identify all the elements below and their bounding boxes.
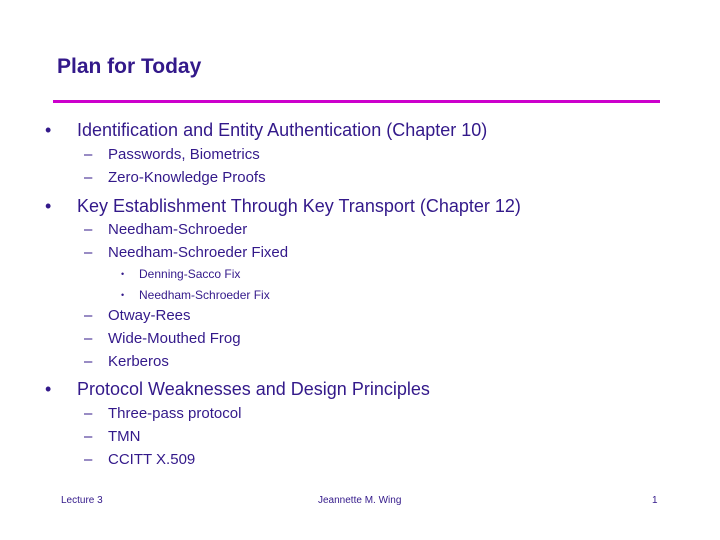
footer-page-number: 1 xyxy=(652,495,658,506)
outline-item-text: Denning-Sacco Fix xyxy=(139,267,241,281)
outline-item-text: Needham-Schroeder Fixed xyxy=(108,244,289,261)
outline-item-text: Needham-Schroeder Fix xyxy=(139,288,270,302)
outline-item-text: TMN xyxy=(108,428,141,445)
dash-marker: – xyxy=(84,353,93,370)
dash-marker: – xyxy=(84,405,93,422)
bullet-marker: • xyxy=(121,269,125,279)
outline-item-text: Otway-Rees xyxy=(108,307,191,324)
dash-marker: – xyxy=(84,244,93,261)
dash-marker: – xyxy=(84,307,93,324)
dash-marker: – xyxy=(84,169,93,186)
dash-marker: – xyxy=(84,146,93,163)
footer-lecture: Lecture 3 xyxy=(61,495,103,506)
outline-item-text: Zero-Knowledge Proofs xyxy=(108,169,266,186)
bullet-marker: • xyxy=(121,290,125,300)
outline-item-text: Three-pass protocol xyxy=(108,405,242,422)
slide-title: Plan for Today xyxy=(57,55,202,78)
outline-item-text: Needham-Schroeder xyxy=(108,221,248,238)
outline-item-text: Passwords, Biometrics xyxy=(108,146,260,163)
footer-author: Jeannette M. Wing xyxy=(318,495,402,506)
dash-marker: – xyxy=(84,330,93,347)
outline-item-text: Key Establishment Through Key Transport (Chapter 12) xyxy=(77,196,521,216)
dash-marker: – xyxy=(84,428,93,445)
outline-item-text: Identification and Entity Authentication (Chapter 10) xyxy=(77,120,488,140)
outline-item-text: Kerberos xyxy=(108,353,169,370)
title-underline xyxy=(53,100,660,103)
dash-marker: – xyxy=(84,451,93,468)
outline-item-text: CCITT X.509 xyxy=(108,451,196,468)
outline-item-text: Wide-Mouthed Frog xyxy=(108,330,241,347)
bullet-marker: • xyxy=(45,196,52,216)
outline-item-text: Protocol Weaknesses and Design Principles xyxy=(77,379,430,399)
dash-marker: – xyxy=(84,221,93,238)
bullet-marker: • xyxy=(45,379,52,399)
bullet-marker: • xyxy=(45,120,52,140)
